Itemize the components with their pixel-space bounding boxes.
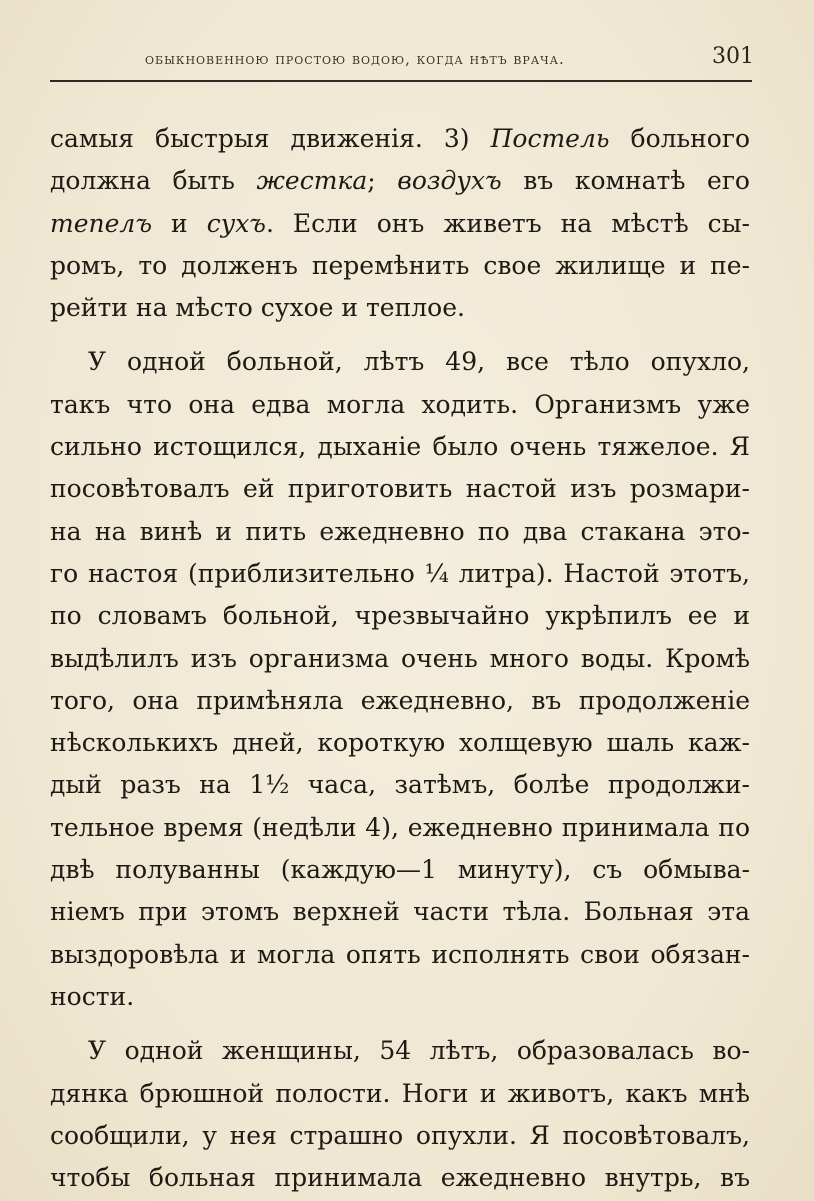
page-number: 301 xyxy=(712,44,754,69)
text-line: такъ что она едва могла ходить. Организмъ уже xyxy=(50,389,750,419)
text-line: самыя быстрыя движенія. 3) Постель больного xyxy=(50,124,750,153)
running-title: обыкновенною простою водою, когда нѣтъ врача. xyxy=(145,50,565,68)
italic-term: воздухъ xyxy=(397,166,502,196)
text-line: по словамъ больной, чрезвычайно укрѣпилъ ее и xyxy=(50,601,750,631)
italic-term: Постель xyxy=(490,124,610,153)
text-line: на на винѣ и пить ежедневно по два стакана это- xyxy=(50,516,750,546)
text-line: выздоровѣла и могла опять исполнять свои обязан- xyxy=(50,939,750,969)
text-line: того, она примѣняла ежедневно, въ продолженіе xyxy=(50,685,750,715)
text-line: выдѣлилъ изъ организма очень много воды. Кромѣ xyxy=(50,643,750,673)
body-text xyxy=(50,118,750,1199)
text-line: посовѣтовалъ ей приготовить настой изъ розмари- xyxy=(50,474,750,504)
paragraph-gap xyxy=(50,329,750,341)
paragraph-gap xyxy=(50,1018,750,1030)
italic-term: тепелъ xyxy=(50,208,152,238)
text-line: чтобы больная принимала ежедневно внутрь, въ xyxy=(50,1163,750,1193)
text-line: дянка брюшной полости. Ноги и животъ, какъ мнѣ xyxy=(50,1078,750,1108)
text-line: ности. xyxy=(50,981,135,1011)
italic-term: жестка xyxy=(256,166,368,196)
header-rule xyxy=(50,80,752,82)
text-line: сильно истощился, дыханіе было очень тяжелое. Я xyxy=(50,432,750,462)
text-line: нѣсколькихъ дней, короткую холщевую шаль каж- xyxy=(50,728,750,758)
text-line: У одной женщины, 54 лѣтъ, образовалась во- xyxy=(88,1036,750,1066)
text-line: У одной больной, лѣтъ 49, все тѣло опухло, xyxy=(88,347,750,377)
text-line: рейти на мѣсто сухое и теплое. xyxy=(50,293,465,323)
text-line: должна быть жестка; воздухъ въ комнатѣ его xyxy=(50,166,750,196)
text-line: сообщили, у нея страшно опухли. Я посовѣтовалъ, xyxy=(50,1120,750,1150)
paragraph xyxy=(50,341,750,1018)
text-line: дый разъ на 1½ часа, затѣмъ, болѣе продолжи- xyxy=(50,770,750,800)
italic-term: сухъ xyxy=(206,208,266,238)
text-line: ніемъ при этомъ верхней части тѣла. Больная эта xyxy=(50,897,750,927)
text-line: ромъ, то долженъ перемѣнить свое жилище и пе- xyxy=(50,250,750,280)
paragraph xyxy=(50,1030,750,1199)
text-line: двѣ полуванны (каждую—1 минуту), съ обмыва- xyxy=(50,855,750,885)
text-line: го настоя (приблизительно ¼ литра). Настой этотъ, xyxy=(50,558,750,588)
paragraph xyxy=(50,118,750,329)
text-line: тельное время (недѣли 4), ежедневно принимала по xyxy=(50,812,750,842)
text-line: тепелъ и сухъ. Если онъ живетъ на мѣстѣ сы- xyxy=(50,208,751,238)
